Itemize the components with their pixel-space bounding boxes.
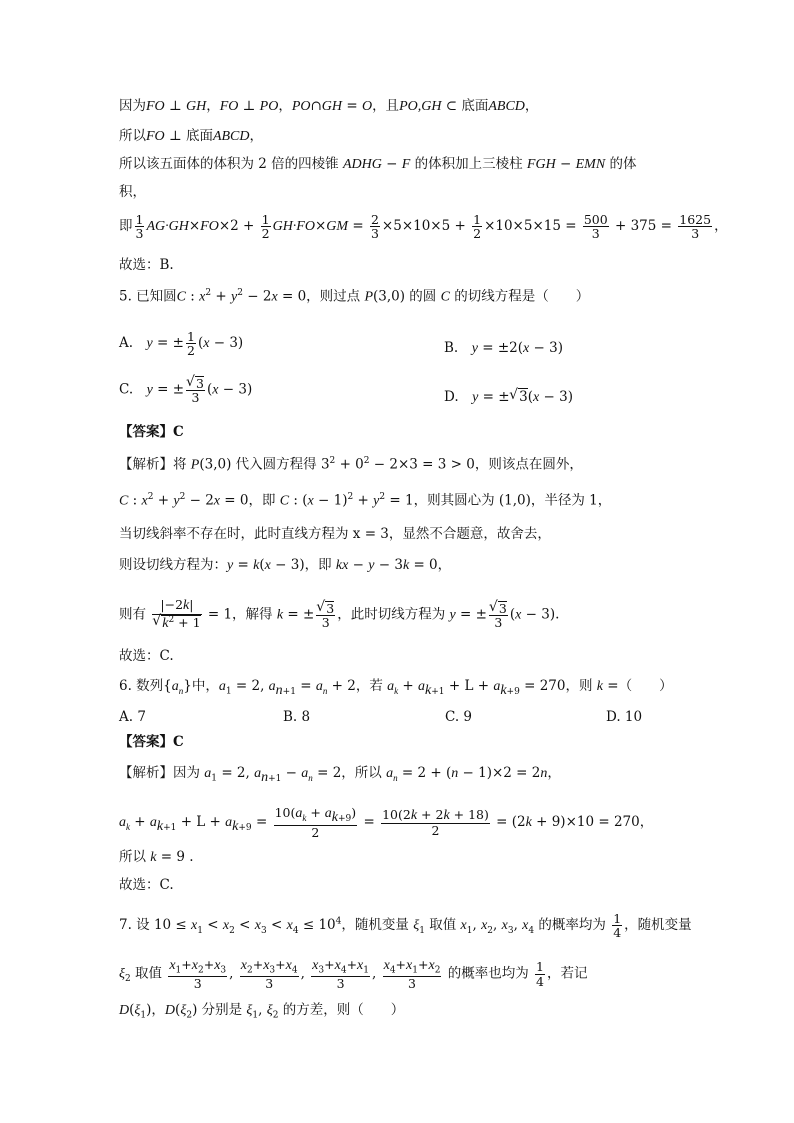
q5-analysis-2: C : $x^2 + y^2 - 2x = 0$，即 C : $(x - 1)^2 + y^2 = 1$，则其圆心为 (1,0)，半径为 1， (119, 492, 612, 509)
q5-answer: 【答案】C (119, 424, 184, 440)
q6-option-b[interactable]: B. 8 (283, 709, 311, 725)
q5-option-a[interactable]: A. y = ± $\frac{1}{2}$ (x − 3) (119, 329, 244, 359)
q6-analysis-1: 【解析】因为 $a_1 = 2$, $a_{n+1} - a_n = 2$，所以 $a_n = 2 + (n - 1)\times 2 = 2n$， (119, 765, 561, 785)
q6-analysis-3: 所以 k = 9 . (119, 849, 194, 865)
prev-solution-conclusion: 故选：B. (119, 257, 174, 273)
prev-solution-line-1: 因为FO ⊥ GH，FO ⊥ PO，PO∩GH = O，且PO,GH ⊂ 底面ABCD， (119, 98, 539, 114)
q5-option-d[interactable]: D. y = ± √ 3(x − 3) (444, 385, 573, 406)
q7-line-3: $D(\xi_1)$，$D(\xi_2)$ 分别是 $\xi_1$, $\xi_2$ 的方差，则（ ） (119, 1002, 405, 1021)
q5-stem: 5. 已知圆C : $x^2 + y^2 - 2x = 0$，则过点 P(3,0) 的圆 C 的切线方程是（ ） (119, 288, 590, 305)
q6-option-a[interactable]: A. 7 (119, 709, 146, 725)
q6-answer: 【答案】C (119, 734, 184, 750)
prev-solution-line-3: 所以该五面体的体积为 2 倍的四棱锥 ADHG − F 的体积加上三棱柱 FGH − EMN 的体 (119, 156, 637, 172)
q7-line-2: $\xi_2$ 取值 $\frac{x_1+x_2+x_3}{3}$ , $\frac{x_2+x_3+x_4}{3}$ , $\frac{x_3+x_4+x_1}{3}$ , $\frac{x_4+x_1+x_2}{3}$ 的概率也均为 $\frac{1}{4}$ ，若记 (119, 957, 588, 991)
q5-option-b[interactable]: B. y = ±2(x − 3) (444, 340, 563, 356)
prev-solution-line-4: 积， (119, 184, 146, 200)
q5-analysis-3: 当切线斜率不存在时，此时直线方程为 x = 3，显然不合题意，故舍去， (119, 526, 551, 542)
q6-stem: 6. 数列$\{a_n\}$中，$a_1 = 2$, $a_{n+1} = a_n + 2$，若 $a_k + a_{k+1} + L + a_{k+9} = 270$，则 k =（ ） (119, 678, 673, 698)
q5-conclusion: 故选：C. (119, 648, 174, 664)
q6-option-d[interactable]: D. 10 (606, 709, 643, 725)
q5-analysis-4: 则设切线方程为：y = k(x − 3)，即 kx − y − 3k = 0， (119, 557, 452, 573)
q6-conclusion: 故选：C. (119, 877, 174, 893)
prev-solution-volume-expression: 即 $\frac{1}{3}$ AG·GH×FO×2 + $\frac{1}{2}$ GH·FO×GM = $\frac{2}{3}$ ×5×10×5 + $\frac{1}{2}$ ×10×5×15 = $\frac{500}{3}$ + 375 = $\frac{1625}{3}$ ， (119, 212, 728, 242)
q5-analysis-1: 【解析】将 P(3,0) 代入圆方程得 $3^2 + 0^2 - 2\times 3 = 3 > 0$，则该点在圆外， (119, 456, 583, 473)
q7-line-1: 7. 设 $10 \le x_1 < x_2 < x_3 < x_4 \le 10^4$，随机变量 $\xi_1$ 取值 $x_1$, $x_2$, $x_3$, $x_4$ 的概率均为 $\frac{1}{4}$ ，随机变量 (119, 911, 692, 941)
q5-option-c[interactable]: C. y = ± √ $\frac{3}{3}$ (x − 3) (119, 376, 252, 404)
q6-analysis-2: $a_k + a_{k+1} + L + a_{k+9}$ = $\frac{10(a_k + a_{k+9})}{2}$ = $\frac{10(2k + 2k + 18)}{2}$ = (2k + 9)×10 = 270， (119, 805, 654, 841)
q6-option-c[interactable]: C. 9 (445, 709, 473, 725)
prev-solution-line-2: 所以FO ⊥ 底面ABCD， (119, 128, 264, 144)
q5-analysis-5: 则有 |−2k| √ $k^2 + 1$ = 1，解得 k = ± √ $\frac{3}{3}$ ，此时切线方程为 y = ± √ $\frac{3}{3}$ (x − 3). (119, 598, 559, 632)
